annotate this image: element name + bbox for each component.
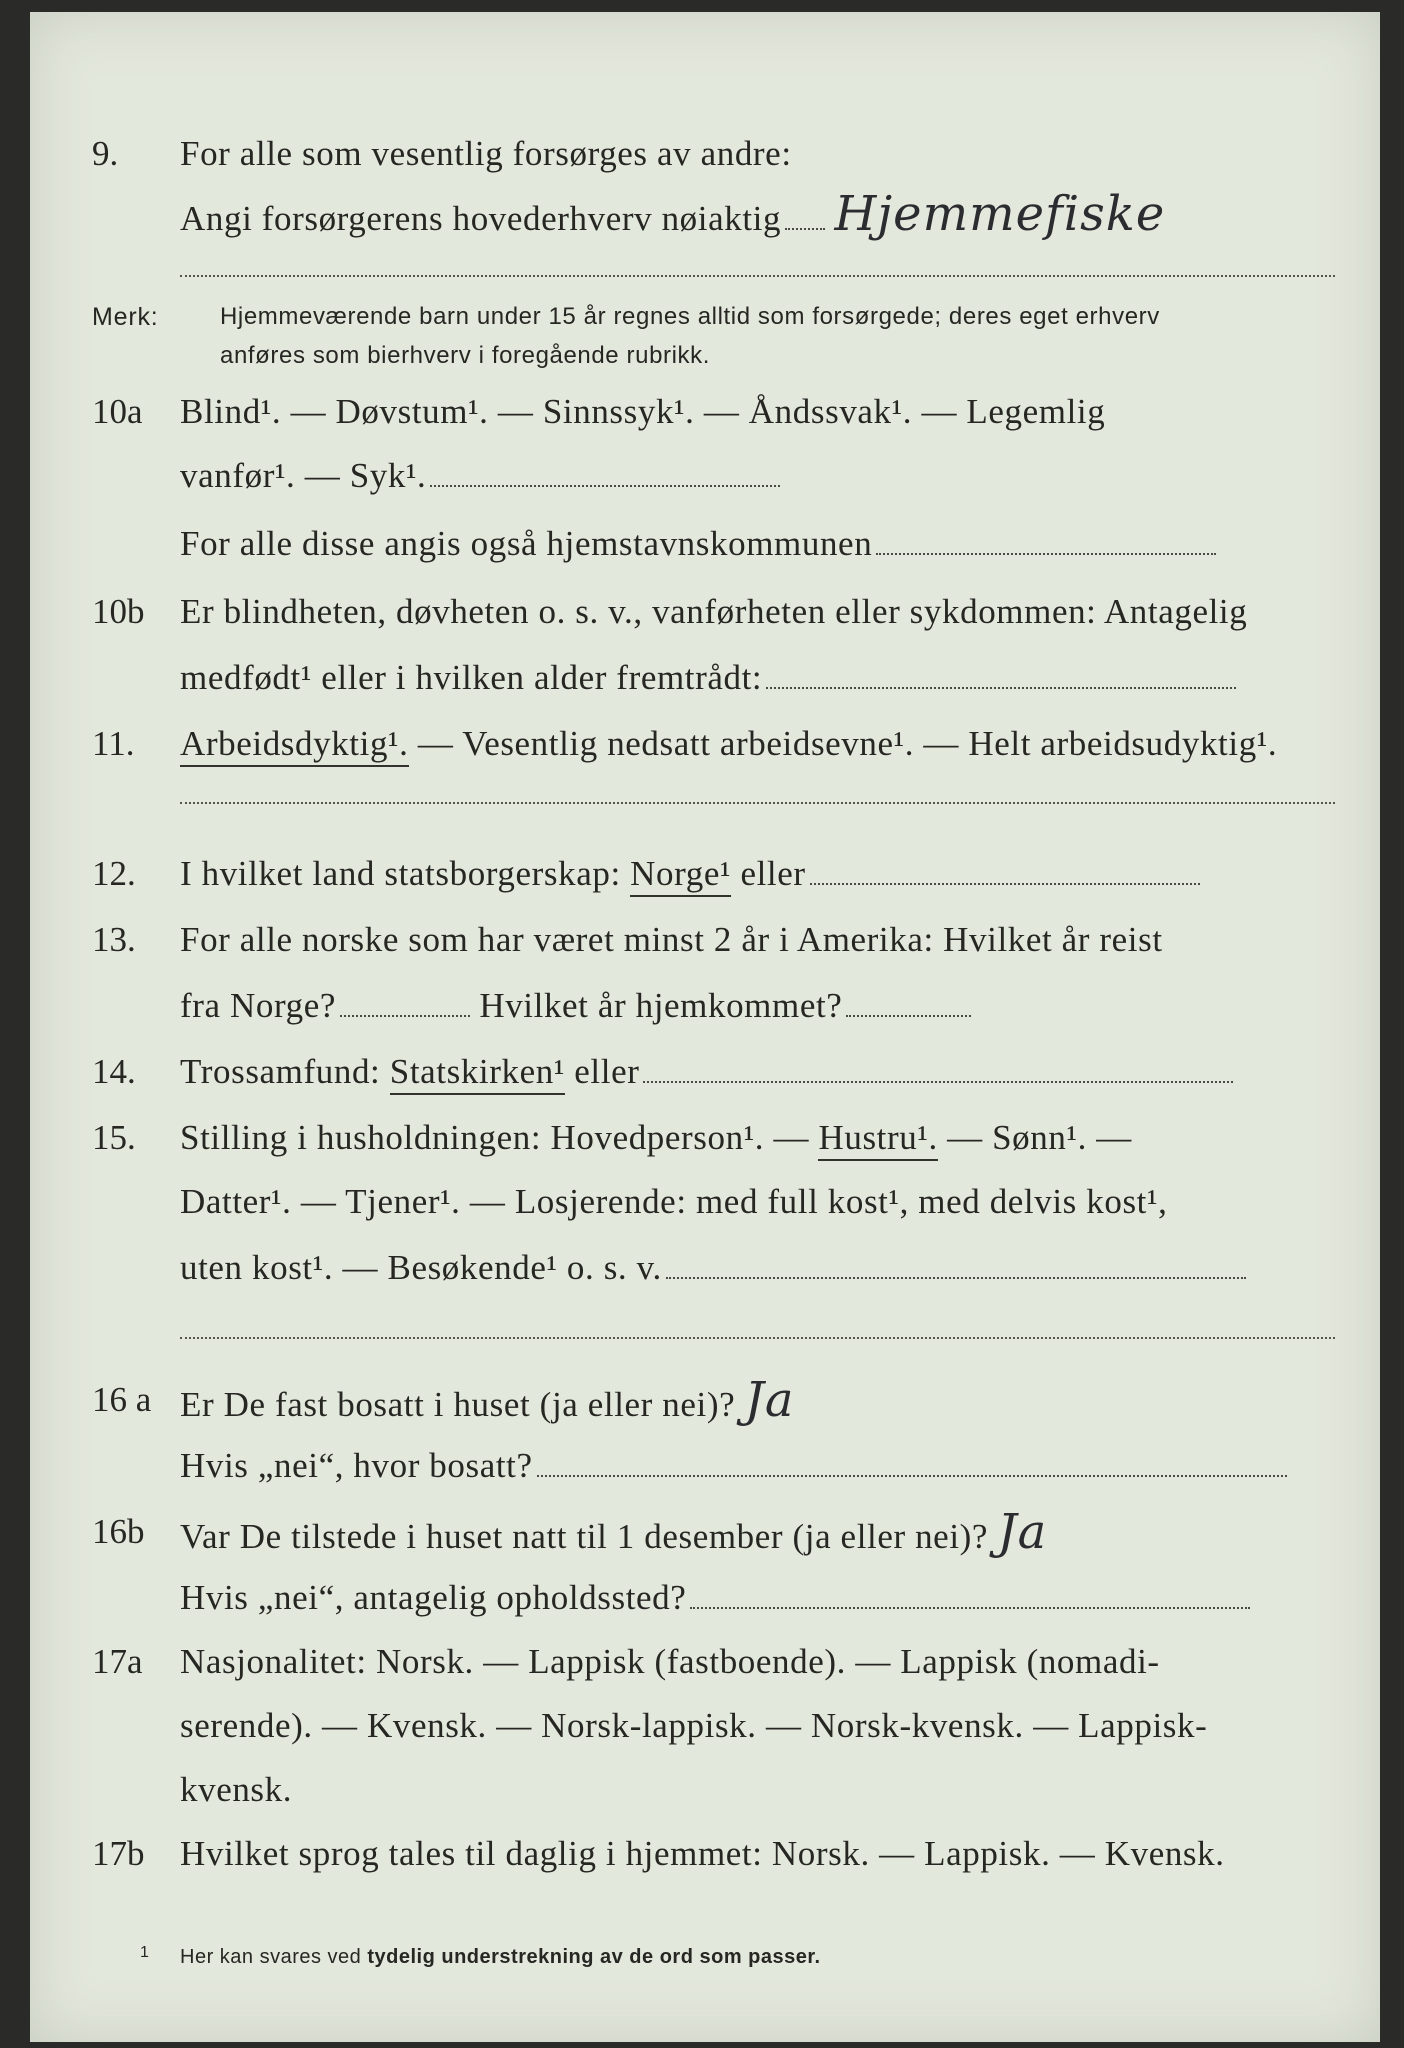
q17a-line2: serende). — Kvensk. — Norsk-lappisk. — Norsk-kvensk. — Lappisk- (180, 1706, 1208, 1745)
footnote-plain: Her kan svares ved (180, 1946, 362, 1968)
q11-option-arbeidsdyktig: Arbeidsdyktig¹. (180, 724, 409, 767)
q13-line1: For alle norske som har været minst 2 år i Amerika: Hvilket år reist (180, 920, 1163, 959)
q15-extra-rule (180, 1337, 1335, 1339)
q15-line2: Datter¹. — Tjener¹. — Losjerende: med full kost¹, med delvis kost¹, (180, 1182, 1168, 1221)
q10a-line3 (180, 522, 1335, 566)
q16a-dots (537, 1475, 1287, 1477)
q13-hjemkommet-dots (846, 1015, 971, 1017)
q14-option-statskirken: Statskirken¹ (390, 1052, 565, 1095)
q10a-kommune-dots (876, 553, 1216, 555)
q12-number: 12. (92, 854, 136, 893)
q10a-line3-text: For alle disse angis også hjemstavnskommunen (180, 524, 873, 563)
q11-rest: — Vesentlig nedsatt arbeidsevne¹. — Helt arbeidsudyktig¹. (417, 724, 1278, 763)
q16b-number: 16b (92, 1512, 145, 1551)
q15-dots (666, 1277, 1246, 1279)
q14-text: Trossamfund: (180, 1052, 381, 1091)
q12-dots (810, 883, 1200, 885)
q10a-number: 10a (92, 392, 143, 431)
q11-line (180, 722, 1335, 766)
q10a-syk-dots (430, 485, 780, 487)
q9-number: 9. (92, 134, 119, 173)
q15-line1 (180, 1116, 1335, 1160)
q17b-number: 17b (92, 1834, 145, 1873)
q10b-line2-text: medfødt¹ eller i hvilken alder fremtrådt: (180, 658, 763, 697)
q10b-number: 10b (92, 592, 145, 631)
q12-text: I hvilket land statsborgerskap: (180, 854, 621, 893)
q13-line2b: Hvilket år hjemkommet? (479, 986, 843, 1025)
footnote (180, 1942, 821, 1972)
footnote-bold: tydelig understrekning av de ord som passer. (367, 1946, 821, 1968)
q16b-line2-text: Hvis „nei“, antagelig opholdssted? (180, 1578, 687, 1617)
q15-number: 15. (92, 1118, 136, 1157)
q14-tail: eller (574, 1052, 640, 1091)
q13-line2 (180, 984, 1335, 1028)
q16b-line2 (180, 1576, 1335, 1620)
q13-number: 13. (92, 920, 136, 959)
q16a-line1 (180, 1372, 1335, 1428)
q16a-handwritten-answer: Ja (744, 1372, 795, 1428)
q10b-line1: Er blindheten, døvheten o. s. v., vanførheten eller sykdommen: Antagelig (180, 592, 1248, 631)
q16b-handwritten-answer: Ja (997, 1504, 1048, 1560)
q17b-line: Hvilket sprog tales til daglig i hjemmet: Norsk. — Lappisk. — Kvensk. (180, 1834, 1225, 1873)
q14-line (180, 1050, 1335, 1094)
q14-number: 14. (92, 1052, 136, 1091)
merk-line1: Hjemmeværende barn under 15 år regnes alltid som forsørgede; deres eget erhverv (220, 303, 1160, 330)
q10a-line2 (180, 454, 1335, 498)
q11-extra-rule (180, 802, 1335, 804)
q17a-line1: Nasjonalitet: Norsk. — Lappisk (fastboende). — Lappisk (nomadi- (180, 1642, 1160, 1681)
q17a-line3: kvensk. (180, 1770, 293, 1809)
q9-answer-dots (785, 228, 825, 230)
merk-line2: anføres som bierhverv i foregående rubrikk. (220, 342, 711, 369)
q15-line3 (180, 1246, 1335, 1290)
q16b-line1 (180, 1504, 1335, 1560)
q15-line1a: Stilling i husholdningen: Hovedperson¹. — (180, 1118, 810, 1157)
q9-handwritten-answer: Hjemmefiske (834, 186, 1166, 242)
q13-line2a: fra Norge? (180, 986, 336, 1025)
q15-line3-text: uten kost¹. — Besøkende¹ o. s. v. (180, 1248, 662, 1287)
q14-dots (643, 1081, 1233, 1083)
q17a-number: 17a (92, 1642, 143, 1681)
q12-option-norge: Norge¹ (630, 854, 731, 897)
q9-line2 (180, 186, 1335, 242)
q15-option-hustru: Hustru¹. (818, 1118, 937, 1161)
merk-label: Merk: (92, 303, 159, 331)
q16a-line1-text: Er De fast bosatt i huset (ja eller nei)? (180, 1385, 736, 1424)
q10a-line1: Blind¹. — Døvstum¹. — Sinnssyk¹. — Åndssvak¹. — Legemlig (180, 392, 1106, 431)
q12-tail: eller (740, 854, 806, 893)
q13-reist-dots (340, 1015, 470, 1017)
q10b-dots (766, 687, 1236, 689)
q15-line1b: — Sønn¹. — (947, 1118, 1132, 1157)
q16b-line1-text: Var De tilstede i huset natt til 1 desember (ja eller nei)? (180, 1517, 989, 1556)
q16a-number: 16 a (92, 1380, 152, 1419)
q16a-line2-text: Hvis „nei“, hvor bosatt? (180, 1446, 533, 1485)
census-form-page (30, 12, 1380, 2042)
q12-line (180, 852, 1335, 896)
q16a-line2 (180, 1444, 1335, 1488)
footnote-mark: 1 (140, 1944, 149, 1961)
q9-extra-rule (180, 275, 1335, 277)
q9-line2-text: Angi forsørgerens hovederhverv nøiaktig (180, 199, 782, 238)
q11-number: 11. (92, 724, 135, 763)
q10a-line2-text: vanfør¹. — Syk¹. (180, 456, 427, 495)
q10b-line2 (180, 656, 1335, 700)
q16b-dots (690, 1607, 1250, 1609)
q9-line1: For alle som vesentlig forsørges av andre: (180, 134, 792, 173)
